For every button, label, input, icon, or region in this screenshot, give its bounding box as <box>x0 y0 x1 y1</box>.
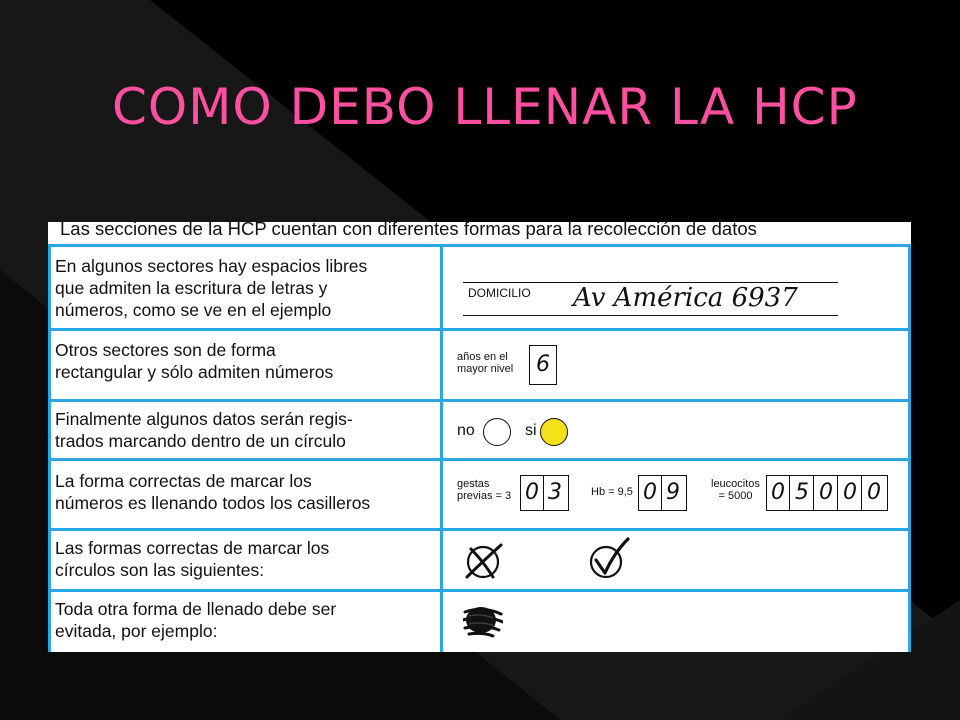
row-5-line: Las formas correctas de marcar los <box>55 538 330 558</box>
row-2-line: Otros sectores son de forma <box>55 340 276 360</box>
gestas-label-line: gestas <box>457 478 490 490</box>
years-value-box: 6 <box>529 345 557 385</box>
scribbled-circle-icon <box>463 602 503 638</box>
gestas-label <box>457 478 511 502</box>
row-6-line: evitada, por ejemplo: <box>55 621 218 641</box>
row-2-example <box>443 331 908 399</box>
digit-box: 3 <box>548 480 562 505</box>
row-5-line: círculos son las siguientes: <box>55 560 265 580</box>
circle-checked-icon <box>588 535 632 581</box>
digit-box: 0 <box>767 476 790 510</box>
digit-box: 0 <box>521 476 544 510</box>
row-6-line: Toda otra forma de llenado debe ser <box>55 599 337 619</box>
row-1-example <box>443 247 908 328</box>
hb-digit-boxes <box>638 475 687 511</box>
domicilio-label: DOMICILIO <box>468 286 531 300</box>
row-3-line: trados marcando dentro de un círculo <box>55 431 346 451</box>
row-3-example <box>443 402 908 458</box>
row-1-line: que admiten la escritura de letras y <box>55 278 328 298</box>
gestas-digit-boxes <box>520 475 569 511</box>
digit-box: 9 <box>666 480 680 505</box>
si-label: si <box>525 422 537 439</box>
row-6-example <box>443 592 908 652</box>
domicilio-bottom-line <box>463 315 838 316</box>
row-4-line: La forma correctas de marcar los <box>55 471 312 491</box>
years-label-line: años en el <box>457 351 508 363</box>
row-1-description <box>55 255 440 321</box>
domicilio-value: Av América 6937 <box>573 283 798 313</box>
years-label-line: mayor nivel <box>457 363 514 375</box>
row-2-line: rectangular y sólo admiten números <box>55 362 334 382</box>
form-header <box>48 222 911 244</box>
digit-box: 0 <box>815 476 838 510</box>
row-3-line: Finalmente algunos datos serán regis- <box>55 409 353 429</box>
row-1-line: En algunos sectores hay espacios libres <box>55 256 368 276</box>
leuco-label-line: = 5000 <box>718 490 753 502</box>
row-4-example <box>443 461 908 528</box>
row-1-line: números, como se ve en el ejemplo <box>55 300 332 320</box>
row-4-line: números es llenando todos los casilleros <box>55 493 371 513</box>
row-3-description <box>55 408 440 452</box>
slide-title: COMO DEBO LLENAR LA HCP <box>112 78 858 136</box>
leuco-digit-boxes <box>766 475 888 511</box>
digit-box: 0 <box>867 480 881 505</box>
circle-crossed-icon <box>463 541 507 583</box>
leuco-label-line: leucocitos <box>711 478 760 490</box>
si-circle-selected <box>540 418 568 446</box>
row-2-description <box>55 339 440 383</box>
digit-box: 5 <box>791 476 814 510</box>
row-6-description <box>55 598 440 642</box>
leuco-label <box>711 478 760 502</box>
hcp-form-image <box>48 222 911 652</box>
no-label: no <box>457 422 475 439</box>
hb-label: Hb = 9,5 <box>591 486 633 498</box>
row-5-example <box>443 531 908 589</box>
digit-box: 0 <box>839 476 862 510</box>
no-circle <box>483 418 511 446</box>
gestas-label-line: previas = 3 <box>457 490 512 502</box>
row-5-description <box>55 537 440 581</box>
years-label <box>457 351 513 375</box>
row-4-description <box>55 470 440 514</box>
form-header-text: Las secciones de la HCP cuentan con diferentes formas para la recolección de datos <box>60 222 757 239</box>
digit-box: 0 <box>639 476 662 510</box>
